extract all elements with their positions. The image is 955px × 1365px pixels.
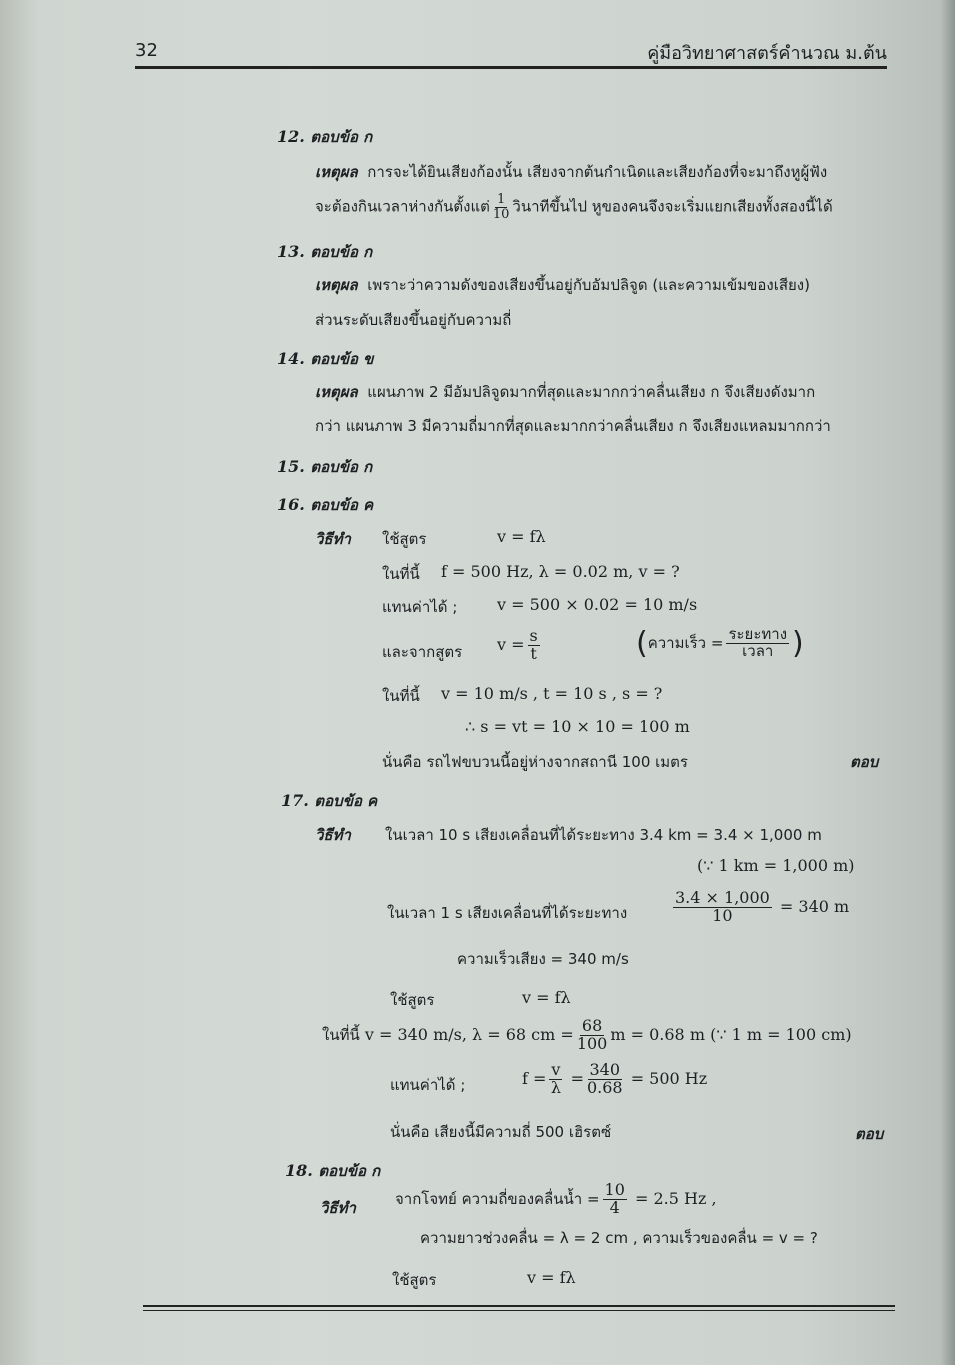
- numerator: 10: [604, 1180, 625, 1199]
- fraction: [603, 1182, 627, 1217]
- given-label: ในที่นี้: [382, 687, 420, 705]
- numerator: ระยะทาง: [728, 625, 788, 644]
- numerator: 1: [497, 192, 506, 207]
- denominator: t: [530, 643, 537, 663]
- numerator: 68: [581, 1016, 603, 1035]
- reason-text: กว่า แผนภาพ 3 มีความถี่มากที่สุดและมากกว่าคลื่นเสียง ก จึงเสียงแหลมมากกว่า: [315, 417, 831, 435]
- formula: v =: [497, 634, 525, 654]
- numerator: 3.4 × 1,000: [675, 888, 770, 907]
- question-number: 15.: [277, 457, 305, 476]
- result: = 500 Hz: [630, 1068, 708, 1088]
- substitute-label: แทนค่าได้ ;: [390, 1076, 466, 1094]
- result: ∴ s = vt = 10 × 10 = 100 m: [465, 717, 690, 736]
- definition-text: ความเร็ว =: [647, 634, 724, 652]
- reason-text: จะต้องกินเวลาห่างกันตั้งแต่: [315, 197, 490, 216]
- equals: =: [570, 1068, 584, 1088]
- conclusion: นั่นคือ เสียงนี้มีความถี่ 500 เฮิรตซ์: [390, 1123, 612, 1141]
- answer-label: ตอบข้อ ข: [310, 350, 374, 368]
- result: = 340 m: [779, 896, 850, 916]
- page-number: 32: [135, 40, 158, 61]
- footer-rule: [143, 1310, 895, 1311]
- method-label: วิธีทำ: [315, 826, 351, 844]
- formula: v = fλ: [497, 527, 546, 546]
- reason-label: เหตุผล: [315, 163, 358, 181]
- fraction: [549, 1062, 562, 1097]
- given-values: f = 500 Hz, λ = 0.02 m, v = ?: [441, 562, 680, 581]
- speed-definition: (ความเร็ว = $\frac{\text{ระยะทาง}}{\text{เวลา}}$ ): [636, 625, 804, 661]
- reason-text: ส่วนระดับเสียงขึ้นอยู่กับความถี่: [315, 311, 512, 329]
- conclusion: นั่นคือ รถไฟขบวนนี้อยู่ห่างจากสถานี 100 เมตร: [382, 753, 688, 771]
- formula-label: ใช้สูตร: [392, 1271, 437, 1289]
- given-label: ในที่นี้: [382, 565, 420, 583]
- formula-label: ใช้สูตร: [390, 991, 435, 1009]
- reason-label: เหตุผล: [315, 383, 358, 401]
- answer-mark: ตอบ: [850, 753, 879, 771]
- fraction: [528, 628, 540, 663]
- fraction: [587, 1062, 623, 1097]
- question-number: 13.: [277, 242, 305, 261]
- formula: f =: [522, 1068, 547, 1088]
- formula: v = fλ: [522, 988, 571, 1007]
- denominator: 0.68: [586, 1077, 623, 1097]
- step-text: ในเวลา 1 s เสียงเคลื่อนที่ได้ระยะทาง: [387, 904, 628, 922]
- given-label: ในที่นี้: [322, 1025, 360, 1044]
- given-values: m = 0.68 m (∵ 1 m = 100 cm): [610, 1024, 852, 1044]
- formula-label: และจากสูตร: [382, 643, 463, 661]
- question-number: 12.: [277, 127, 305, 146]
- answer-mark: ตอบ: [855, 1125, 884, 1143]
- answer-label: ตอบข้อ ค: [310, 496, 374, 514]
- answer-label: ตอบข้อ ก: [318, 1162, 381, 1180]
- method-label: วิธีทำ: [320, 1199, 356, 1217]
- book-title: คู่มือวิทยาศาสตร์คำนวณ ม.ต้น: [647, 43, 887, 64]
- formula: v = fλ: [527, 1268, 576, 1287]
- question-number: 18.: [285, 1161, 313, 1180]
- answer-label: ตอบข้อ ก: [310, 458, 373, 476]
- substitute-label: แทนค่าได้ ;: [382, 598, 458, 616]
- note: (∵ 1 km = 1,000 m): [697, 856, 855, 875]
- fraction: [577, 1018, 608, 1053]
- step-text: ในเวลา 10 s เสียงเคลื่อนที่ได้ระยะทาง 3.4 km = 3.4 × 1,000 m: [385, 826, 822, 844]
- reason-text: วินาทีขึ้นไป หูของคนจึงจะเริ่มแยกเสียงทั้งสองนี้ได้: [512, 197, 833, 216]
- sound-speed: ความเร็วเสียง = 340 m/s: [457, 950, 629, 968]
- fraction: [726, 627, 789, 660]
- method-label: วิธีทำ: [315, 530, 351, 548]
- denominator: λ: [550, 1077, 562, 1097]
- numerator: s: [529, 626, 538, 645]
- denominator: เวลา: [742, 642, 774, 660]
- question-number: 17.: [281, 791, 309, 810]
- numerator: v: [551, 1060, 561, 1079]
- reason-text: แผนภาพ 2 มีอัมปลิจูดมากที่สุดและมากกว่าคลื่นเสียง ก จึงเสียงดังมาก: [367, 383, 816, 401]
- reason-label: เหตุผล: [315, 276, 358, 294]
- result: = 2.5 Hz ,: [634, 1188, 717, 1208]
- answer-label: ตอบข้อ ก: [310, 128, 373, 146]
- given-text: ความยาวช่วงคลื่น = λ = 2 cm , ความเร็วของคลื่น = v = ?: [420, 1229, 818, 1247]
- given-text: จากโจทย์ ความถี่ของคลื่นน้ำ =: [395, 1189, 600, 1208]
- answer-label: ตอบข้อ ค: [314, 792, 378, 810]
- reason-text: การจะได้ยินเสียงก้องนั้น เสียงจากต้นกำเนิดและเสียงก้องที่จะมาถึงหูผู้ฟัง: [367, 163, 828, 181]
- fraction: [673, 890, 772, 925]
- fraction: [493, 193, 510, 221]
- header-rule: [135, 66, 887, 69]
- numerator: 340: [589, 1060, 621, 1079]
- answer-label: ตอบข้อ ก: [310, 243, 373, 261]
- formula-label: ใช้สูตร: [382, 530, 427, 548]
- given-values: v = 10 m/s , t = 10 s , s = ?: [441, 684, 663, 703]
- denominator: 100: [576, 1033, 608, 1053]
- reason-text: เพราะว่าความดังของเสียงขึ้นอยู่กับอัมปลิจูด (และความเข้มของเสียง): [367, 276, 810, 294]
- denominator: 10: [712, 905, 733, 925]
- question-number: 14.: [277, 349, 305, 368]
- given-values: v = 340 m/s, λ = 68 cm =: [364, 1024, 574, 1044]
- footer-rule: [143, 1305, 895, 1307]
- denominator: 10: [492, 206, 510, 222]
- question-number: 16.: [277, 495, 305, 514]
- substitution: v = 500 × 0.02 = 10 m/s: [497, 595, 698, 614]
- answer-15: [277, 455, 372, 479]
- denominator: 4: [609, 1197, 620, 1217]
